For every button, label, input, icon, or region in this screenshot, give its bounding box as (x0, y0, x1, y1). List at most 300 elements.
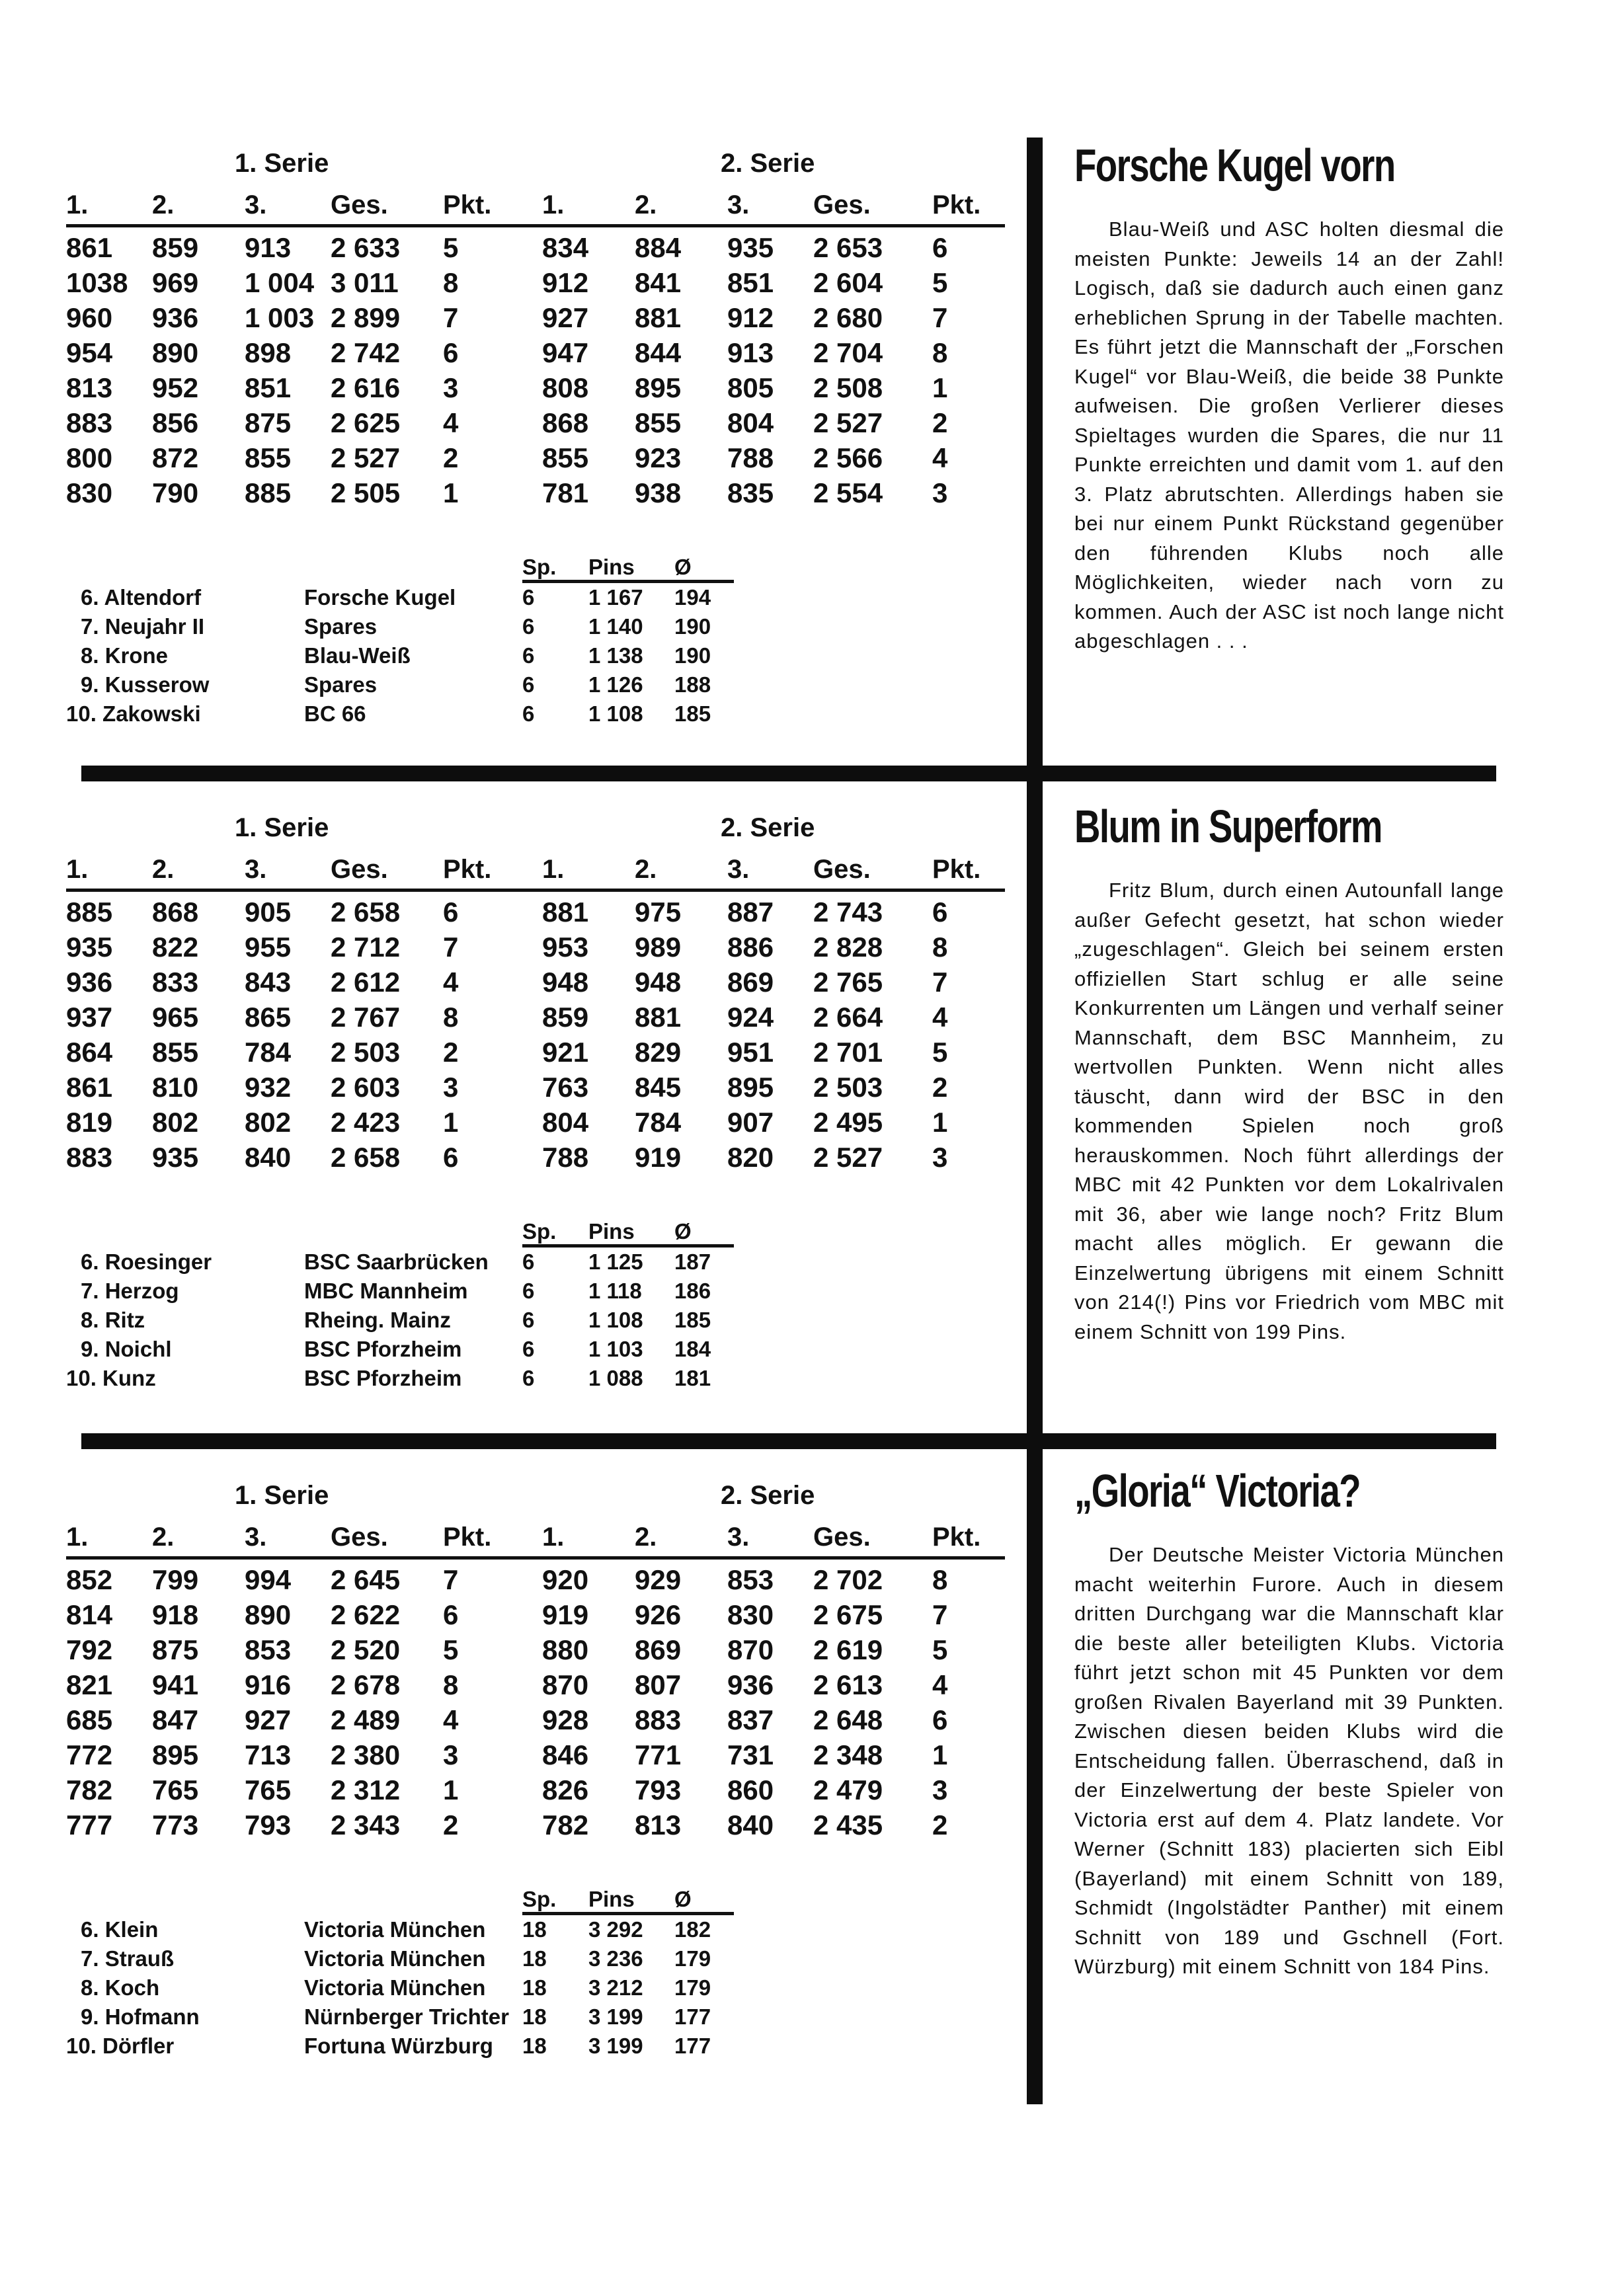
table-cell: 969 (152, 266, 199, 298)
table-row (66, 1772, 1005, 1807)
table-cell: 907 (727, 1106, 774, 1138)
table-cell: 819 (66, 1106, 113, 1138)
table-cell: 870 (542, 1669, 589, 1700)
table-cell: 826 (542, 1774, 589, 1805)
article-gloria-victoria (1074, 1465, 1504, 1982)
table-cell: 2 527 (813, 1141, 883, 1173)
table-cell: 861 (66, 1071, 113, 1103)
column-header: Pkt. (932, 855, 981, 884)
table-cell: 936 (66, 966, 113, 998)
serie-header (66, 149, 1005, 183)
table-cell: 2 664 (813, 1001, 883, 1033)
serie-header (66, 1481, 1005, 1515)
team-name: MBC Mannheim (304, 1279, 468, 1303)
table-cell: 2 712 (331, 931, 401, 963)
table-cell: 2 343 (331, 1809, 401, 1841)
games-played: 18 (522, 1946, 547, 1971)
table-cell: 8 (443, 1669, 459, 1700)
column-header: Ges. (331, 190, 388, 219)
table-cell: 937 (66, 1001, 113, 1033)
table-cell: 8 (443, 1001, 459, 1033)
table-row (66, 440, 1005, 475)
vertical-column-divider (1027, 138, 1043, 2104)
table-cell: 875 (152, 1634, 199, 1665)
table-cell: 7 (932, 1599, 948, 1630)
column-header: Pkt. (932, 190, 981, 219)
average: 179 (674, 1975, 711, 2000)
table-cell: 685 (66, 1704, 113, 1735)
table-cell: 975 (635, 896, 682, 928)
article-body: Fritz Blum, durch einen Autounfall lange außer Gefecht gesetzt, hat schon wieder „zugeschlagen“. Gleich bei seinem ersten offiziellen Start schlug er alle seine Konkurrenten um Längen und verhalf seiner Mannschaft, dem BSC Mannheim, zu wertvollen Punkten. Wenn nicht alles täuscht, dann wird der BSC in den kommenden Spielen noch groß herauskommen. Noch führt allerdings der MBC mit 42 Punkten vor dem Lokalrivalen mit 36, aber wie lange noch? Fritz Blum macht alles möglich. Er gewann die Einzelwertung übrigens mit einem Schnitt von 214(!) Pins vor Friedrich vom MBC mit einem Schnitt von 199 Pins. (1074, 879, 1504, 1343)
table-cell: 2 645 (331, 1564, 401, 1595)
total-pins: 1 088 (588, 1366, 643, 1390)
table-cell: 3 (932, 1141, 948, 1173)
table-cell: 2 653 (813, 231, 883, 263)
table-cell: 830 (66, 477, 113, 508)
table-cell: 881 (542, 896, 589, 928)
table-cell: 895 (727, 1071, 774, 1103)
ranking-header (66, 1885, 1005, 1915)
table-cell: 865 (245, 1001, 292, 1033)
average-header: Ø (674, 1887, 734, 1915)
average: 181 (674, 1366, 711, 1390)
table-row (66, 1562, 1005, 1597)
table-cell: 919 (635, 1141, 682, 1173)
table-row (66, 1105, 1005, 1140)
table-cell: 6 (443, 1141, 459, 1173)
table-cell: 868 (542, 407, 589, 438)
total-pins: 3 236 (588, 1946, 643, 1971)
player-name: 7. Strauß (81, 1946, 175, 1971)
total-pins: 1 126 (588, 672, 643, 697)
article-body: Blau-Weiß und ASC holten diesmal die meisten Punkte: Jeweils 14 an der Zahl! Logisch, daß sie dadurch auch einen ganz erheblichen Sprung in der Tabelle machten. Es führt jetzt die Mannschaft der „Forschen Kugel“ vor Blau-Weiß, die beide 38 Punkte aufweisen. Die großen Verlierer dieses Spieltages wurden die Spares, die nur 11 Punkte erreichten und damit vom 1. auf den 3. Platz abrutschten. Allerdings haben sie bei nur einem Punkt Rückstand gegenüber den führenden Klubs noch alle Möglichkeiten, wieder nach vorn zu kommen. Auch der ASC ist noch lange nicht abgeschlagen . . . (1074, 218, 1504, 653)
team-name: BSC Pforzheim (304, 1337, 462, 1361)
table-cell: 804 (727, 407, 774, 438)
column-header: Ges. (331, 855, 388, 884)
table-cell: 883 (66, 1141, 113, 1173)
table-cell: 875 (245, 407, 292, 438)
team-name: BSC Saarbrücken (304, 1249, 489, 1274)
table-row (66, 405, 1005, 440)
table-row (66, 930, 1005, 965)
table-cell: 859 (152, 231, 199, 263)
column-header: 2. (152, 855, 175, 884)
table-cell: 2 479 (813, 1774, 883, 1805)
table-row (66, 894, 1005, 930)
table-cell: 883 (635, 1704, 682, 1735)
table-cell: 936 (727, 1669, 774, 1700)
results-section-1 (66, 149, 1005, 729)
table-cell: 935 (66, 931, 113, 963)
table-cell: 805 (727, 372, 774, 403)
results-section-2 (66, 813, 1005, 1393)
table-cell: 927 (542, 301, 589, 333)
column-header: 3. (245, 190, 267, 219)
table-cell: 947 (542, 336, 589, 368)
average-header: Ø (674, 1219, 734, 1247)
table-cell: 7 (443, 931, 459, 963)
table-cell: 840 (727, 1809, 774, 1841)
total-pins: 1 108 (588, 1308, 643, 1332)
table-cell: 2 613 (813, 1669, 883, 1700)
table-cell: 2 742 (331, 336, 401, 368)
table-cell: 847 (152, 1704, 199, 1735)
player-name: 10. Zakowski (66, 701, 201, 726)
table-cell: 883 (66, 407, 113, 438)
games-played: 18 (522, 1917, 547, 1942)
table-cell: 2 435 (813, 1809, 883, 1841)
table-cell: 777 (66, 1809, 113, 1841)
team-name: Rheing. Mainz (304, 1308, 451, 1332)
table-cell: 948 (635, 966, 682, 998)
table-cell: 2 899 (331, 301, 401, 333)
total-pins: 3 292 (588, 1917, 643, 1942)
table-cell: 2 423 (331, 1106, 401, 1138)
table-cell: 941 (152, 1669, 199, 1700)
table-cell: 3 (443, 372, 459, 403)
table-cell: 2 508 (813, 372, 883, 403)
table-cell: 928 (542, 1704, 589, 1735)
table-cell: 821 (66, 1669, 113, 1700)
games-played: 18 (522, 2034, 547, 2058)
ranking-row (66, 2002, 1005, 2032)
serie-2-label: 2. Serie (721, 813, 815, 842)
table-cell: 830 (727, 1599, 774, 1630)
table-cell: 802 (245, 1106, 292, 1138)
table-row (66, 1070, 1005, 1105)
table-cell: 7 (443, 301, 459, 333)
table-cell: 4 (932, 1001, 948, 1033)
table-cell: 3 (932, 477, 948, 508)
table-cell: 2 (932, 1071, 948, 1103)
player-name: 9. Kusserow (81, 672, 210, 697)
player-name: 10. Kunz (66, 1366, 156, 1390)
ranking-row (66, 1277, 1005, 1306)
player-name: 8. Ritz (81, 1308, 145, 1332)
table-cell: 788 (727, 442, 774, 473)
table-cell: 804 (542, 1106, 589, 1138)
table-cell: 2 633 (331, 231, 401, 263)
table-cell: 4 (932, 442, 948, 473)
results-table (66, 894, 1005, 1175)
player-name: 6. Klein (81, 1917, 159, 1942)
results-section-3 (66, 1481, 1005, 2061)
table-cell: 994 (245, 1564, 292, 1595)
table-cell: 5 (932, 1634, 948, 1665)
player-name: 6. Altendorf (81, 585, 202, 610)
serie-1-label: 1. Serie (235, 149, 329, 178)
table-cell: 2 489 (331, 1704, 401, 1735)
table-cell: 5 (932, 1036, 948, 1068)
results-table (66, 230, 1005, 510)
column-headers (66, 183, 1005, 227)
table-cell: 913 (727, 336, 774, 368)
table-cell: 952 (152, 372, 199, 403)
table-cell: 918 (152, 1599, 199, 1630)
table-cell: 822 (152, 931, 199, 963)
pins-header: Pins (588, 1219, 674, 1247)
column-header: 3. (727, 855, 750, 884)
table-row (66, 965, 1005, 1000)
table-cell: 2 (932, 1809, 948, 1841)
ranking-row (66, 1335, 1005, 1364)
games-played: 6 (522, 1308, 535, 1332)
column-header: Pkt. (443, 1523, 492, 1552)
table-cell: 989 (635, 931, 682, 963)
average: 190 (674, 614, 711, 639)
table-cell: 2 380 (331, 1739, 401, 1770)
table-row (66, 1632, 1005, 1667)
table-cell: 5 (932, 266, 948, 298)
table-row (66, 1702, 1005, 1737)
table-cell: 4 (443, 1704, 459, 1735)
table-cell: 3 (443, 1739, 459, 1770)
table-cell: 772 (66, 1739, 113, 1770)
total-pins: 1 108 (588, 701, 643, 726)
table-cell: 853 (245, 1634, 292, 1665)
table-cell: 869 (635, 1634, 682, 1665)
table-cell: 2 (443, 1036, 459, 1068)
article-blum-superform (1074, 803, 1504, 1347)
column-header: 3. (727, 190, 750, 219)
table-cell: 8 (443, 266, 459, 298)
player-name: 7. Herzog (81, 1279, 179, 1303)
table-cell: 924 (727, 1001, 774, 1033)
table-row (66, 370, 1005, 405)
column-header: 1. (66, 190, 89, 219)
table-cell: 954 (66, 336, 113, 368)
table-cell: 887 (727, 896, 774, 928)
table-cell: 885 (66, 896, 113, 928)
table-cell: 792 (66, 1634, 113, 1665)
table-cell: 3 (932, 1774, 948, 1805)
column-header: 2. (152, 190, 175, 219)
table-cell: 731 (727, 1739, 774, 1770)
table-cell: 6 (443, 336, 459, 368)
table-cell: 2 495 (813, 1106, 883, 1138)
table-cell: 2 648 (813, 1704, 883, 1735)
games-played: 6 (522, 672, 535, 697)
team-name: Victoria München (304, 1917, 486, 1942)
column-header: Pkt. (443, 190, 492, 219)
table-cell: 855 (635, 407, 682, 438)
table-cell: 881 (635, 1001, 682, 1033)
section-divider-1 (81, 766, 1496, 781)
games-played: 6 (522, 1249, 535, 1274)
table-cell: 765 (245, 1774, 292, 1805)
table-row (66, 335, 1005, 370)
column-header: Ges. (813, 855, 871, 884)
table-cell: 2 743 (813, 896, 883, 928)
games-played: 6 (522, 1337, 535, 1361)
sp-header: Sp. (522, 1219, 588, 1247)
table-cell: 938 (635, 477, 682, 508)
table-cell: 2 622 (331, 1599, 401, 1630)
table-cell: 953 (542, 931, 589, 963)
table-cell: 2 704 (813, 336, 883, 368)
total-pins: 1 167 (588, 585, 643, 610)
table-cell: 1 (932, 1106, 948, 1138)
average: 179 (674, 1946, 711, 1971)
ranking-row (66, 1944, 1005, 1973)
player-name: 10. Dörfler (66, 2034, 175, 2058)
table-row (66, 1667, 1005, 1702)
article-headline: „Gloria“ Victoria? (1074, 1465, 1361, 1517)
table-cell: 833 (152, 966, 199, 998)
team-name: Forsche Kugel (304, 585, 456, 610)
total-pins: 1 103 (588, 1337, 643, 1361)
table-cell: 800 (66, 442, 113, 473)
ranking-row (66, 612, 1005, 641)
results-table (66, 1562, 1005, 1842)
table-row (66, 1035, 1005, 1070)
average: 185 (674, 1308, 711, 1332)
serie-2-label: 2. Serie (721, 1481, 815, 1510)
table-cell: 851 (245, 372, 292, 403)
table-cell: 2 603 (331, 1071, 401, 1103)
table-cell: 890 (245, 1599, 292, 1630)
table-cell: 2 767 (331, 1001, 401, 1033)
team-name: Nürnberger Trichter (304, 2004, 509, 2029)
average: 186 (674, 1279, 711, 1303)
ranking-row (66, 1247, 1005, 1277)
table-cell: 1 (932, 372, 948, 403)
table-cell: 3 011 (331, 266, 399, 298)
average: 194 (674, 585, 711, 610)
table-cell: 880 (542, 1634, 589, 1665)
ranking-header (66, 553, 1005, 583)
player-name: 8. Krone (81, 643, 169, 668)
table-cell: 2 348 (813, 1739, 883, 1770)
table-cell: 936 (152, 301, 199, 333)
serie-header (66, 813, 1005, 848)
table-cell: 895 (635, 372, 682, 403)
ranking-row (66, 1306, 1005, 1335)
table-cell: 932 (245, 1071, 292, 1103)
column-header: Ges. (331, 1523, 388, 1552)
table-cell: 2 (932, 407, 948, 438)
table-cell: 895 (152, 1739, 199, 1770)
games-played: 18 (522, 1975, 547, 2000)
table-cell: 845 (635, 1071, 682, 1103)
article-body: Der Deutsche Meister Victoria München macht weiterhin Furore. Auch in diesem dritten Durchgang war die Mannschaft klar die beste aller beteiligten Klubs. Victoria führt jetzt schon mit 45 Punkten vor dem großen Rivalen Bayerland mit 39 Punkten. Zwischen diesen beiden Klubs wird die Entscheidung fallen. Überraschend, daß in der Einzelwertung der beste Spieler von Victoria erst auf dem 4. Platz landete. Vor Werner (Schnitt 183) placierten sich Eibl (Bayerland) mit einem Schnitt von 189, Schmidt (Ingolstädter Panther) mit einem Schnitt von 189 und Gschnell (Fort. Würzburg) mit einem Schnitt von 184 Pins. (1074, 1543, 1504, 1978)
table-cell: 855 (245, 442, 292, 473)
table-cell: 802 (152, 1106, 199, 1138)
table-row (66, 230, 1005, 265)
table-cell: 813 (66, 372, 113, 403)
table-cell: 912 (727, 301, 774, 333)
table-row (66, 1807, 1005, 1842)
team-name: Spares (304, 614, 378, 639)
team-name: Fortuna Würzburg (304, 2034, 493, 2058)
table-cell: 881 (635, 301, 682, 333)
table-cell: 864 (66, 1036, 113, 1068)
table-cell: 713 (245, 1739, 292, 1770)
table-cell: 781 (542, 477, 589, 508)
average: 187 (674, 1249, 711, 1274)
average: 185 (674, 701, 711, 726)
average: 177 (674, 2034, 711, 2058)
table-cell: 835 (727, 477, 774, 508)
table-cell: 8 (932, 1564, 948, 1595)
table-cell: 843 (245, 966, 292, 998)
column-header: Ges. (813, 190, 871, 219)
average: 188 (674, 672, 711, 697)
table-cell: 935 (727, 231, 774, 263)
table-cell: 2 765 (813, 966, 883, 998)
ranking-row (66, 2032, 1005, 2061)
average-header: Ø (674, 555, 734, 583)
table-cell: 782 (542, 1809, 589, 1841)
table-cell: 951 (727, 1036, 774, 1068)
table-cell: 2 678 (331, 1669, 401, 1700)
section-divider-2 (81, 1433, 1496, 1449)
column-header: 2. (635, 190, 657, 219)
table-cell: 2 625 (331, 407, 401, 438)
column-header: 2. (152, 1523, 175, 1552)
table-cell: 2 505 (331, 477, 401, 508)
games-played: 6 (522, 643, 535, 668)
table-cell: 2 604 (813, 266, 883, 298)
table-cell: 773 (152, 1809, 199, 1841)
table-cell: 810 (152, 1071, 199, 1103)
team-name: Blau-Weiß (304, 643, 411, 668)
table-cell: 793 (635, 1774, 682, 1805)
table-cell: 856 (152, 407, 199, 438)
column-header: 1. (66, 855, 89, 884)
table-cell: 790 (152, 477, 199, 508)
table-cell: 926 (635, 1599, 682, 1630)
serie-1-label: 1. Serie (235, 813, 329, 842)
serie-1-label: 1. Serie (235, 1481, 329, 1510)
table-cell: 788 (542, 1141, 589, 1173)
average: 182 (674, 1917, 711, 1942)
table-cell: 2 612 (331, 966, 401, 998)
ranking-row (66, 699, 1005, 729)
serie-2-label: 2. Serie (721, 149, 815, 178)
table-cell: 834 (542, 231, 589, 263)
table-cell: 808 (542, 372, 589, 403)
table-cell: 6 (932, 1704, 948, 1735)
total-pins: 1 125 (588, 1249, 643, 1274)
table-cell: 872 (152, 442, 199, 473)
table-cell: 820 (727, 1141, 774, 1173)
total-pins: 1 140 (588, 614, 643, 639)
table-cell: 7 (932, 301, 948, 333)
table-cell: 1038 (66, 266, 128, 298)
ranking-row (66, 641, 1005, 670)
column-header: 1. (542, 855, 565, 884)
total-pins: 3 199 (588, 2004, 643, 2029)
average: 184 (674, 1337, 711, 1361)
table-cell: 6 (932, 896, 948, 928)
table-cell: 6 (443, 896, 459, 928)
table-cell: 6 (443, 1599, 459, 1630)
total-pins: 1 138 (588, 643, 643, 668)
column-header: 2. (635, 855, 657, 884)
table-cell: 1 (443, 477, 459, 508)
player-name: 9. Noichl (81, 1337, 172, 1361)
column-header: 1. (542, 190, 565, 219)
table-cell: 4 (932, 1669, 948, 1700)
column-header: Pkt. (443, 855, 492, 884)
table-row (66, 475, 1005, 510)
table-cell: 5 (443, 1634, 459, 1665)
table-cell: 2 619 (813, 1634, 883, 1665)
total-pins: 1 118 (588, 1279, 642, 1303)
table-cell: 920 (542, 1564, 589, 1595)
table-cell: 841 (635, 266, 682, 298)
